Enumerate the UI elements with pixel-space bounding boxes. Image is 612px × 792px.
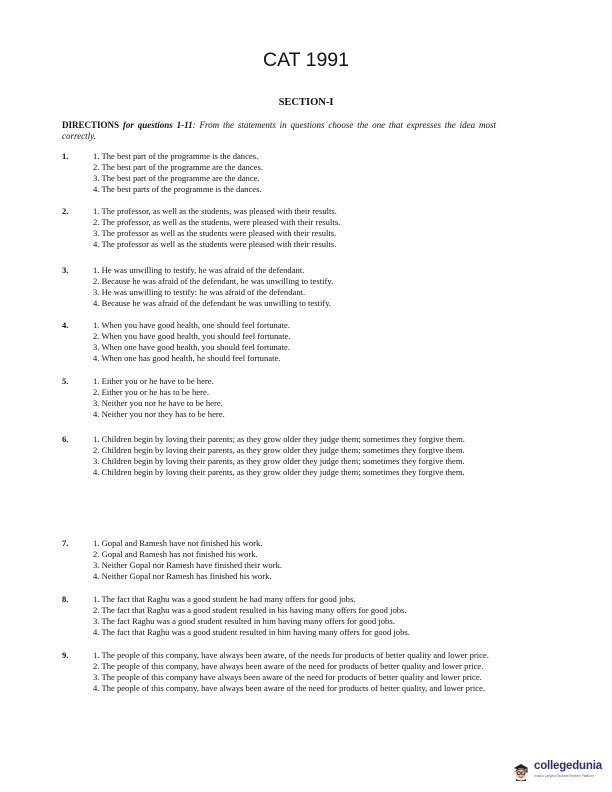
option: 1. When you have good health, one should feel fortunate. — [93, 320, 290, 330]
option: 2. The professor, as well as the students, were pleased with their results. — [93, 217, 341, 227]
question-number: 1. — [62, 151, 69, 161]
option: 4. The best parts of the programme is the dances. — [93, 184, 262, 194]
option: 2. The people of this company, have always been aware of the need for products of better quality and lower price. — [93, 661, 484, 671]
directions-range: for questions 1-11 — [122, 120, 193, 130]
option: 2. The fact that Raghu was a good student resulted in his having many offers for good jobs. — [93, 605, 407, 615]
option: 1. The people of this company, have always been aware, of the needs for products of better quality and lower price. — [93, 650, 489, 660]
question-number: 2. — [62, 206, 69, 216]
option: 3. When one have good health, you should feel fortunate. — [93, 342, 290, 352]
option: 1. The fact that Raghu was a good student he had many offers for good jobs. — [93, 594, 356, 604]
section-heading: SECTION-I — [278, 97, 334, 108]
question-number: 7. — [62, 538, 69, 548]
collegedunia-logo[interactable] — [511, 760, 605, 782]
option: 2. Because he was afraid of the defendant, he was unwilling to testify. — [93, 276, 334, 286]
option: 2. Either you or he has to be here. — [93, 387, 209, 397]
option: 3. Neither you nor he have to be here. — [93, 398, 223, 408]
question-number: 9. — [62, 650, 69, 660]
mascot-icon — [511, 761, 531, 781]
option: 1. He was unwilling to testify, he was afraid of the defendant. — [93, 265, 305, 275]
option: 3. Children begin by loving their parents, as they grow older they judge them; sometimes they forgive them. — [93, 456, 465, 466]
option: 2. The best part of the programme are the dances. — [93, 162, 263, 172]
option: 3. He was unwilling to testify: he was afraid of the defendant. — [93, 287, 306, 297]
logo-name: collegedunia — [534, 760, 602, 772]
option: 1. The best part of the programme is the dances. — [93, 151, 259, 161]
directions-text — [62, 120, 496, 142]
option: 4. Neither Gopal nor Ramesh has finished his work. — [93, 571, 272, 581]
option: 1. Either you or he have to be here. — [93, 376, 214, 386]
option: 4. Because he was afraid of the defendant he was unwilling to testify. — [93, 298, 332, 308]
option: 3. The fact Raghu was a good student resulted in him having many offers for good jobs. — [93, 616, 395, 626]
option: 3. Neither Gopal nor Ramesh have finished their work. — [93, 560, 283, 570]
page-title: CAT 1991 — [263, 49, 349, 71]
option: 1. Gopal and Ramesh have not finished his work. — [93, 538, 263, 548]
option: 3. The people of this company have always been aware of the need for products of better quality and lower price. — [93, 672, 482, 682]
option: 4. The people of this company, have always been aware of the need for products of better quality, and lower price. — [93, 683, 485, 693]
option: 2. When you have good health, you should feel fortunate. — [93, 331, 291, 341]
directions-body: : From the statements in questions choose the one that expresses the idea most correctly. — [62, 120, 497, 141]
option: 4. The fact that Raghu was a good student resulted in him having many offers for good jobs. — [93, 627, 410, 637]
option: 4. When one has good health, he should feel fortunate. — [93, 353, 281, 363]
directions-label: DIRECTIONS — [62, 120, 120, 130]
option: 2. Children begin by loving their parents, as they grow older they judge them; sometimes they forgive them. — [93, 445, 465, 455]
option: 4. The professor as well as the students were pleased with their results. — [93, 239, 337, 249]
option: 4. Children begin by loving their parents, as they grow older they judge them; sometimes they forgive them. — [93, 467, 465, 477]
question-number: 4. — [62, 320, 69, 330]
question-number: 8. — [62, 594, 69, 604]
option: 1. Children begin by loving their parents; as they grow older they judge them; sometimes they forgive them. — [93, 434, 465, 444]
option: 4. Neither you nor they has to be here. — [93, 409, 225, 419]
option: 3. The professor as well as the students were pleased with their results. — [93, 228, 337, 238]
option: 1. The professor, as well as the students, was pleased with their results. — [93, 206, 337, 216]
logo-tagline: India's Largest Student Review Platform — [534, 774, 595, 778]
option: 3. The best part of the programme are the dance. — [93, 173, 260, 183]
option: 2. Gopal and Ramesh has not finished his work. — [93, 549, 258, 559]
question-number: 6. — [62, 434, 69, 444]
question-number: 5. — [62, 376, 69, 386]
question-number: 3. — [62, 265, 69, 275]
